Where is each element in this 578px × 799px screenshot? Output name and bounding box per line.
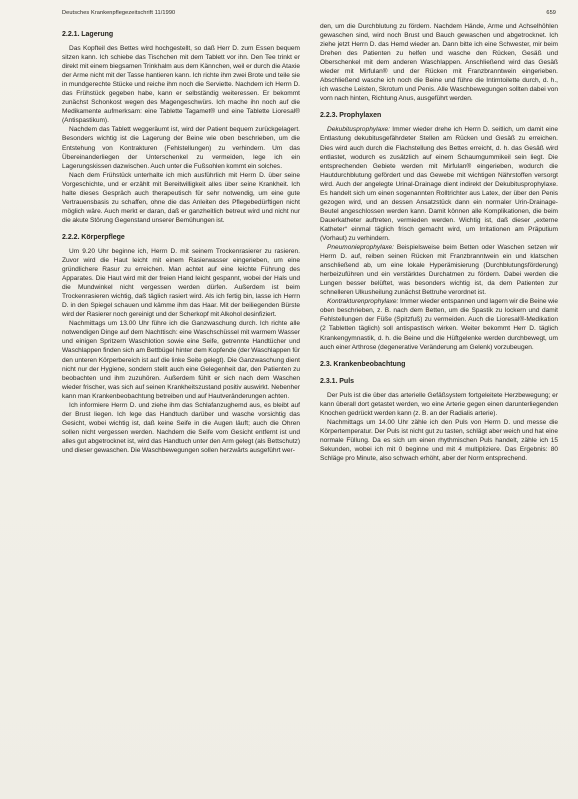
paragraph <box>320 297 558 351</box>
paragraph: Nachdem das Tablett weggeräumt ist, wird der Patient bequem zurückgelagert. Besonders wichtig ist die Lagerung der Beine wie oben beschrieben, um die Entstehung von Kontrakturen (Fehlstellungen) zu verhindern. Um das Übereinanderliegen der Unterschenkel zu vermeiden, lege ich ein Lagerungskissen dazwischen. Auch unter die Fußsohlen kommt ein solches. <box>62 126 300 170</box>
page-number: 659 <box>546 10 556 16</box>
paragraph-body: Beispielsweise beim Betten oder Waschen setzen wir Herrn D. auf, reiben seinen Rücken mit Franzbranntwein ein und klatschen anschließend ab, um eine lokale Hyperämisierung (Durchblutungsförderung) herbeizuführen und ein verstärktes Durchatmen zu fördern. Dabei werden die Lungen besser belüftet, was besonders wichtig ist, da dem Patienten zur schnelleren Ulkusheilung zunächst Bettruhe verordnet ist. <box>320 244 558 297</box>
paragraph: Nach dem Frühstück unterhalte ich mich ausführlich mit Herrn D. über seine Vorgeschichte, und er erzählt mit Bereitwilligkeit alles über seine Krankheit. Ich halte dieses Gespräch auch therapeutisch für sehr notwendig, um eine gute Vertrauensbasis zu schaffen, ohne die das Anleiten des Pflegebedürftigen nicht möglich wäre. Auch merkt er daran, daß er ganzheitlich betreut wird und nicht nur die akute Störung Gegenstand unserer Bemühungen ist. <box>62 171 300 224</box>
paragraph: den, um die Durchblutung zu fördern. Nachdem Hände, Arme und Achselhöhlen gewaschen sind, wird noch Brust und Bauch gewaschen und abgetrocknet. Ich ziehe jetzt Herrn D. das Hemd wieder an. Dann bitte ich eine Schwester, mir beim Drehen des Patienten zu helfen und wasche den Rücken, Gesäß und Oberschenkel mit dem anderen Waschlappen. Anschließend wird das Gesäß wieder mit Mirfulan® und der Rücken mit Franzbranntwein eingerieben. Abschließend wasche ich noch die Beine und führe die Intimtoilette durch, d. h., ich wasche Leisten, Skrotum und Penis. Alle Waschbewegungen sollten dabei von vorn nach hinten, Richtung Anus, ausgeführt werden. <box>320 23 558 103</box>
left-column <box>62 22 300 455</box>
paragraph-body: Immer wieder drehe ich Herrn D. seitlich, um damit eine Entlastung dekubitusgefährdeter Stellen am Rücken und Gesäß zu erreichen. Dies wird auch durch die Flachstellung des Bettes erreicht, d. h. das Gesäß wird entlastet, wodurch es zusätzlich auf einem Schaumgummikeil sein liegt. Die entsprechenden Gebiete werden mit Mirfulan® eingerieben, wodurch die Hautdurchblutung gefördert und das Gewebe mit wichtigen Nährstoffen versorgt wird. Auch der angelegte Urinal-Drainage dient indirekt der Dekubitusprophylaxe. Es handelt sich um einen sogenannten Rolltrichter aus Latex, der über den Penis gezogen wird, und an dessen Ansatzstück dann ein normaler Urin-Drainage-Beutel angeschlossen werden kann. Damit können alle Komplikationen, die beim Dauerkatheter auftreten, vermieden werden. Wichtig ist, daß dieser „externe Katheter“ einmal täglich frisch gemacht wird, um Irritationen am Präputium (Vorhaut) zu verhindern. <box>320 126 558 242</box>
paragraph: Ich informiere Herrn D. und ziehe ihm das Schlafanzughemd aus, es bleibt auf der Brust liegen. Ich lege das Handtuch darüber und wasche vorsichtig das Gesicht, wobei wichtig ist, daß keine Seife in die Augen läuft; auch die Ohren sollen nicht vergessen werden. Nachdem die Seife vom Gesicht entfernt ist und alles gut abgetrocknet ist, wird das Handtuch unter den Arm gelegt (als Bettschutz) und dieser gewaschen. Die Waschbewegungen sollen herzwärts ausgeführt wer- <box>62 401 300 454</box>
paragraph: Nachmittags um 14.00 Uhr zähle ich den Puls von Herrn D. und messe die Körpertemperatur. Der Puls ist nicht gut zu tasten, schlägt aber weich und hat eine normale Füllung. Da es sich um einen rhythmischen Puls handelt, zähle ich 15 Sekunden, wobei ich mit 0 beginne und mit 4 multipliziere. Das Ergebnis: 80 Schläge pro Minute, also schwach erhöht, aber der Norm entsprechend. <box>320 418 558 462</box>
paragraph: Der Puls ist die über das arterielle Gefäßsystem fortgeleitete Herzbewegung; er kann überall dort getastet werden, wo eine Arterie gegen einen darunterliegenden Knochen gedrückt werden kann (z. B. an der Radialis arterie). <box>320 391 558 417</box>
paragraph: Um 9.20 Uhr beginne ich, Herrn D. mit seinem Trockenrasierer zu rasieren. Zuvor wird die Haut leicht mit einem Rasierwasser eingerieben, um eine gründlichere Rasur zu erreichen. Man achtet auf eine leichte Führung des Apparates. Die Haut wird mit der freien Hand leicht gespannt, wobei der Hals und die Mundwinkel nicht vergessen werden dürfen. Außerdem ist beim Trockenrasieren wichtig, daß täglich rasiert wird. Als ich fertig bin, lasse ich Herrn D. in den Spiegel schauen und kämme ihm das Haar. Mit der beiliegenden Bürste wird der Rasierer noch gereinigt und der Scherkopf mit Alkohol desinfiziert. <box>62 247 300 319</box>
paragraph: Das Kopfteil des Bettes wird hochgestellt, so daß Herr D. zum Essen bequem sitzen kann. Ich schiebe das Tischchen mit dem Tablett vor ihn. Den Tee trinkt er direkt mit einem biegsamen Trinkhalm aus dem Kännchen, weil er durch die Ataxie der Arme nicht mit der Tasse hantieren kann. Ich richte ihm zwei Brote und teile sie in mundgerechte Stücke und reiche ihm noch die Serviette. Nachdem ich Herrn D. das Frühstück gegeben habe, kann er selbständig weiteressen. Er bekommt zunächst Schonkost wegen des Magengeschwürs. Ich mache ihn noch auf die Medikamente aufmerksam: eine Tablette Tagamet® und eine Tablette Lioresal® (Antispastikum). <box>62 45 300 125</box>
section-heading-puls: 2.3.1. Puls <box>320 377 355 385</box>
paragraph-body: Immer wieder entspannen und lagern wir die Beine wie oben beschrieben, z. B. nach dem Betten, um die Spastik zu lockern und damit Fehlstellungen der Füße (Spitzfuß) zu vermeiden. Auch die Lioresal®-Medikation (2 Tabletten täglich) soll antispastisch wirken. Weiter bekommt Herr D. täglich Krankengymnastik, d. h. die Beine und die Hüftgelenke werden durchbewegt, um auch einer Arthrose (degenerative Veränderung am Gelenk) vorzubeugen. <box>320 298 558 351</box>
section-heading-krankenbeobachtung: 2.3. Krankenbeobachtung <box>320 360 406 368</box>
paragraph-lead: Dekubitusprophylaxe: <box>327 126 390 134</box>
paragraph <box>320 125 558 243</box>
section-heading-prophylaxen: 2.2.3. Prophylaxen <box>320 112 382 120</box>
right-column <box>320 22 558 463</box>
section-heading-koerperpflege: 2.2.2. Körperpflege <box>62 233 125 241</box>
running-header: Deutsches Krankenpflegezeitschrift 11/1990 <box>62 10 176 16</box>
paragraph-lead: Pneumonieprophylaxe: <box>327 244 394 252</box>
paragraph: Nachmittags um 13.00 Uhr führe ich die Ganzwaschung durch. Ich richte alle notwendigen Dinge auf dem Nachttisch: eine Waschschüssel mit warmem Wasser und einigen Spritzern Waschlotion sowie eine Seife, getrennte Handtücher und Waschlappen finden sich am Bettbügel hinter dem Kopfende (der Waschlappen für den unteren Körperbereich ist auf die linke Seite gelegt). Die Ganzwaschung dient nicht nur der Hygiene, sondern stellt auch eine Gelegenheit dar, den Patienten zu beobachten und ihm zuzuhören. Außerdem fühlt er sich nach dem Waschen wieder frischer, was sich auf seinen Krankheitszustand positiv auswirkt. Nebenher kann man Krankenbeobachtung betreiben und auf Hautveränderungen achten. <box>62 320 300 400</box>
paragraph-lead: Kontrakturenprophylaxe: <box>327 298 399 306</box>
section-heading-lagerung: 2.2.1. Lagerung <box>62 31 114 38</box>
page-header <box>62 10 556 16</box>
paragraph <box>320 243 558 297</box>
